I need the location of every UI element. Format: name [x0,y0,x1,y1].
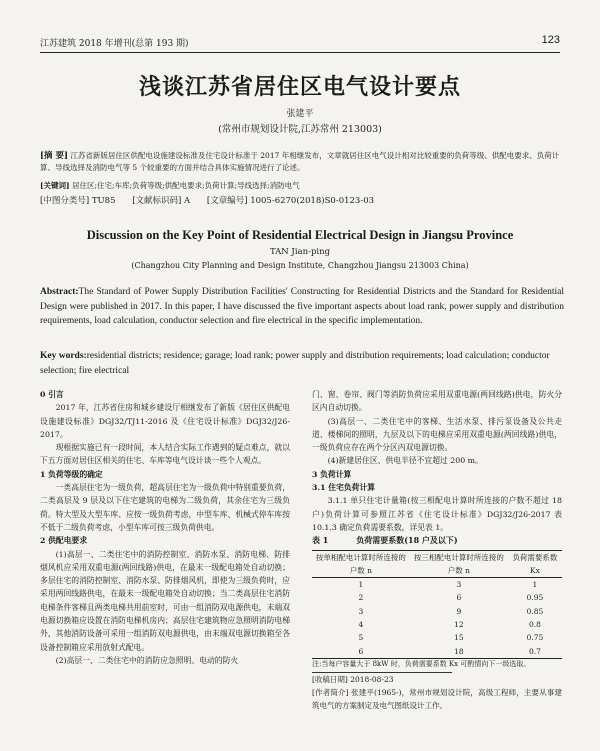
paragraph: 现根据实施已有一段时间，本人结合实际工作遇到的疑点难点，就以下五方面对居住区相关的住宅、车库等电气设计谈一些个人观点。 [40,443,290,466]
paragraph: (3)高层一、二类住宅中的客梯、生活水泵、排污泵设备及公共走道、楼梯间的照明，九层及以下的电梯应采用双重电源(两回线路)供电，一级负荷应存在两个分区内双电源切换。 [312,416,562,453]
table-cell: 1 [358,580,364,590]
table-cell: 5 [358,633,364,643]
table-cell: 0.7 [508,645,562,659]
table-cell: 6 [312,645,410,659]
table-title: 负荷需要系数(18 户及以下) [356,535,458,546]
table-row [312,591,562,604]
received-date: [收稿日期] 2018-08-23 [312,674,394,684]
table-cell: 4 [358,620,364,630]
english-affiliation: (Changzhou City Planning and Design Institute, Changzhou Jiangsu 213003 China) [131,261,469,270]
section-heading-power-supply: 2 供配电要求 [40,536,88,546]
table-cell: 1 [532,580,538,590]
table-cell: 15 [454,633,464,643]
table-header: 按单相配电计算时所连接的户数 n [312,550,410,577]
table-cell: 0.85 [526,606,544,616]
demand-factor-table [312,550,562,659]
section-heading-intro: 0 引言 [40,390,64,399]
document-code: [文献标识码] A [132,196,191,206]
paragraph: 3.1.1 单只住宅计量箱(按三相配电计算时所连接的户数不超过 18 户)负荷计算可参照江苏省《住宅设计标准》DGJ32/J26-2017 表 10.1.3 确定负荷需要系数，详见表 1。 [312,496,562,532]
clc-number: [中图分类号] TU85 [40,196,116,206]
table-cell: 18 [410,645,508,659]
table-caption [312,534,562,547]
english-keywords-label: Key words: [40,351,87,361]
table-cell: 0.8 [528,620,541,630]
english-abstract [40,285,564,329]
table-cell: 3 [358,606,364,616]
table-cell: 12 [454,620,464,630]
table-row [312,578,562,592]
keywords-label: [关键词] [40,181,70,190]
table-label: 表 1 [312,535,329,546]
table-header: 负荷需要系数 Kx [508,550,562,577]
table-cell: 0.75 [526,633,544,643]
table-cell: 3 [456,580,462,590]
classification-line [40,194,564,206]
table-cell: 0.95 [526,593,544,603]
author-affiliation: (常州市规划设计院,江苏常州 213003) [218,124,382,135]
english-author: TAN Jian-ping [269,247,331,257]
abstract-label: [摘 要] [40,151,69,161]
table-row [312,605,562,618]
english-abstract-text: The Standard of Power Supply Distribution Facilities' Constructing for Residential Districts and the Standard for Residential Design were published in 2017. In this paper, I have discussed the five important aspects about load rank, power supply and distribution requirements, load calculation, conductor selection and fire electrical in the specific implementation. [40,287,564,326]
section-heading-load-calc: 3 负荷计算 [312,469,352,479]
paragraph: (2)高层一、二类住宅中的消防应急照明、电动的防火 [55,655,239,665]
table-note: 注:当每户容量大于 8kW 时，负荷需要系数 Kx 可酌情向下一级选取。 [312,659,531,668]
page-number: 123 [541,34,560,46]
table-header: 按三相配电计算时所连接的户数 n [410,550,508,577]
section-heading-load-rank: 1 负荷等级的确定 [40,469,103,479]
table-cell: 9 [456,606,462,616]
paragraph: (4)新建居住区、供电半径不宜超过 200 m。 [327,456,483,466]
table-cell: 6 [456,593,462,603]
paragraph: 一类高层住宅为一级负荷，超高层住宅为一级负荷中特别重要负荷，二类高层及 9 层及以下住宅建筑的电梯为二级负荷，其余住宅为三级负荷。特大型及大型车库、应按一级负荷考虑，中型车库、机械式停车库按不低于二级负荷考虑，小型车库可按三级负荷供电。 [40,483,290,532]
english-abstract-label: Abstract: [40,287,79,297]
author-bio: [作者简介] 张建平(1965-)，常州市规划设计院，高级工程师，主要从事建筑电气的方案制定及电气图纸设计工作。 [312,687,562,710]
english-keywords-text: residential districts; residence; garage; load rank; power supply and distribution requirements; load calculation; conductor selection; fire electrical [40,351,550,376]
abstract-text: 江苏省新版居住区供配电设施建设标准及住宅设计标准于 2017 年相继发布，文章就居住区电气设计相对比较重要的负荷等级、供配电要求、负荷计算、导线选择及消防电气等 5 个较重要的方面并结合具体实施情况进行了论述。 [40,151,560,172]
running-header [40,36,560,50]
table-row [312,631,562,644]
table-row [312,618,562,631]
chinese-keywords [40,180,564,192]
keywords-text: 居住区;住宅;车库;负荷等级;供配电要求;负荷计算;导线选择;消防电气 [72,181,300,190]
body-column-left [40,388,290,667]
english-title: Discussion on the Key Point of Residential Electrical Design in Jiangsu Province [86,228,514,242]
table-row [312,645,562,659]
english-keywords [40,349,564,378]
header-rule [40,52,560,53]
article-title: 浅谈江苏省居住区电气设计要点 [138,74,461,100]
author-name: 张建平 [286,109,314,119]
chinese-abstract [40,150,564,174]
paragraph: (1)高层一、二类住宅中的消防控制室、消防水泵、消防电梯、防排烟风机应采用双重电源(两回线路)供电，在最末一级配电箱处自动切换；多层住宅的消防控制室、消防水泵、防排烟风机，即使为三级负荷时，应采用两回线路供电，在最末一级配电箱处自动切换；当二类高层住宅消防电梯条件客梯且两类电梯共用前室时，可由一组消防双电源供电，末端双电源切换箱应设置在消防电梯机房内；高层住宅建筑物应急照明消防电梯外，其他消防设备可采用一组消防双电源供电，由末端双电源切换箱至各设备控制箱应采用放射式配电。 [40,549,290,652]
body-column-right [312,388,562,712]
paragraph: 2017 年，江苏省住房和城乡建设厅相继发布了新版《居住区供配电设施建设标准》DGJ32/TJ11-2016 及《住宅设计标准》DGJ32/J26-2017。 [40,403,290,439]
table-cell: 2 [358,593,364,603]
paragraph: 门、窗、卷帘、阀门等消防负荷应采用双重电源(两回线路)供电，防火分区内自动切换。 [312,390,562,413]
journal-issue: 江苏建筑 2018 年增刊(总第 193 期) [40,39,189,49]
subsection-heading-residential: 3.1 住宅负荷计算 [312,483,376,493]
article-number: [文章编号] 1005-6270(2018)S0-0123-03 [206,196,375,206]
